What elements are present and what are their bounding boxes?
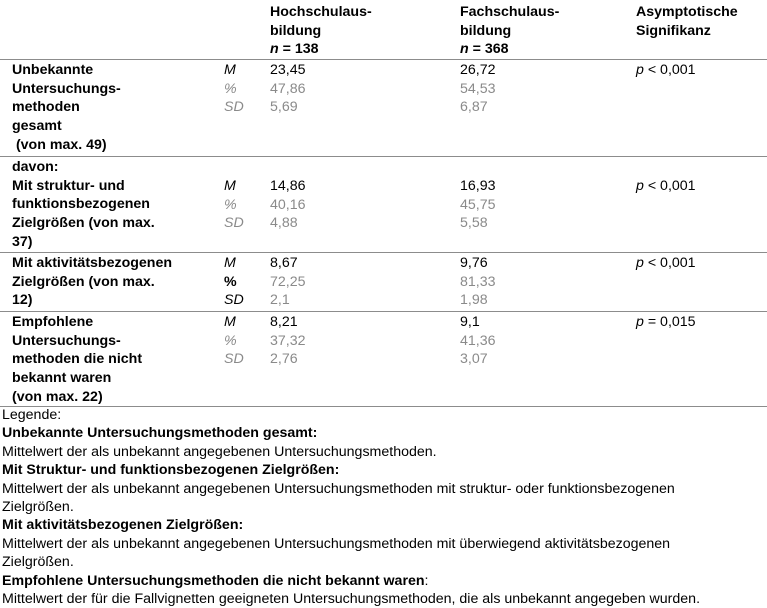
divider: [0, 252, 767, 253]
legend-text: Mittelwert der als unbekannt angegebenen Untersuchungsmethoden mit struktur- oder funktionsbezogenen: [2, 480, 675, 497]
stat-labels: M % SD: [224, 314, 244, 368]
significance-value: p < 0,001: [636, 62, 696, 78]
legend-text: Zielgrößen.: [2, 554, 74, 571]
significance-value: p < 0,001: [636, 255, 696, 271]
legend-text: Mittelwert der für die Fallvignetten geeigneten Untersuchungsmethoden, die als unbekannt angegeben wurden.: [2, 591, 701, 608]
significance-value: p < 0,001: [636, 178, 696, 194]
stat-labels: M % SD: [224, 62, 244, 116]
legend-text: Mittelwert der als unbekannt angegebenen Untersuchungsmethoden mit überwiegend aktivitätsbezogenen: [2, 535, 671, 552]
values-hochschul: 23,45 47,86 5,69: [270, 62, 306, 116]
row-label-aktivitaet: Mit aktivitätsbezogenen Zielgrößen (von max. 12): [12, 255, 173, 309]
row-label-empfohlen: Empfohlene Untersuchungs- methoden die nicht bekannt waren (von max. 22): [12, 314, 143, 405]
row-label-unbekannt-gesamt: Unbekannte Untersuchungs- methoden gesamt (von max. 49): [12, 62, 121, 153]
header-fachschul: Fachschulaus- bildung n = 368: [460, 4, 560, 58]
values-fachschul: 16,93 45,75 5,58: [460, 178, 496, 232]
header-signifikanz: Asymptotische Signifikanz: [636, 4, 738, 39]
values-hochschul: 14,86 40,16 4,88: [270, 178, 306, 232]
values-fachschul: 26,72 54,53 6,87: [460, 62, 496, 116]
legend: [2, 406, 762, 608]
legend-heading: Mit Struktur- und funktionsbezogenen Zielgrößen:: [2, 462, 340, 479]
values-fachschul: 9,76 81,33 1,98: [460, 255, 496, 309]
legend-text: Zielgrößen.: [2, 499, 74, 516]
divider: [0, 156, 767, 157]
values-hochschul: 8,67 72,25 2,1: [270, 255, 306, 309]
values-fachschul: 9,1 41,36 3,07: [460, 314, 496, 368]
divider: [0, 59, 767, 60]
legend-text: Mittelwert der als unbekannt angegebenen Untersuchungsmethoden.: [2, 443, 437, 460]
legend-title: Legende:: [2, 407, 62, 423]
stat-labels: M % SD: [224, 255, 244, 309]
legend-heading: Mit aktivitätsbezogenen Zielgrößen:: [2, 517, 244, 534]
legend-heading: Empfohlene Untersuchungsmethoden die nicht bekannt waren:: [2, 572, 429, 589]
row-label-struktur-funktion: davon: Mit struktur- und funktionsbezogenen Zielgrößen (von max. 37): [12, 159, 155, 250]
stat-labels: M % SD: [224, 178, 244, 232]
divider: [0, 311, 767, 312]
values-hochschul: 8,21 37,32 2,76: [270, 314, 306, 368]
significance-value: p = 0,015: [636, 314, 696, 330]
legend-heading: Unbekannte Untersuchungsmethoden gesamt:: [2, 425, 318, 442]
header-hochschul: Hochschulaus- bildung n = 138: [270, 4, 372, 58]
